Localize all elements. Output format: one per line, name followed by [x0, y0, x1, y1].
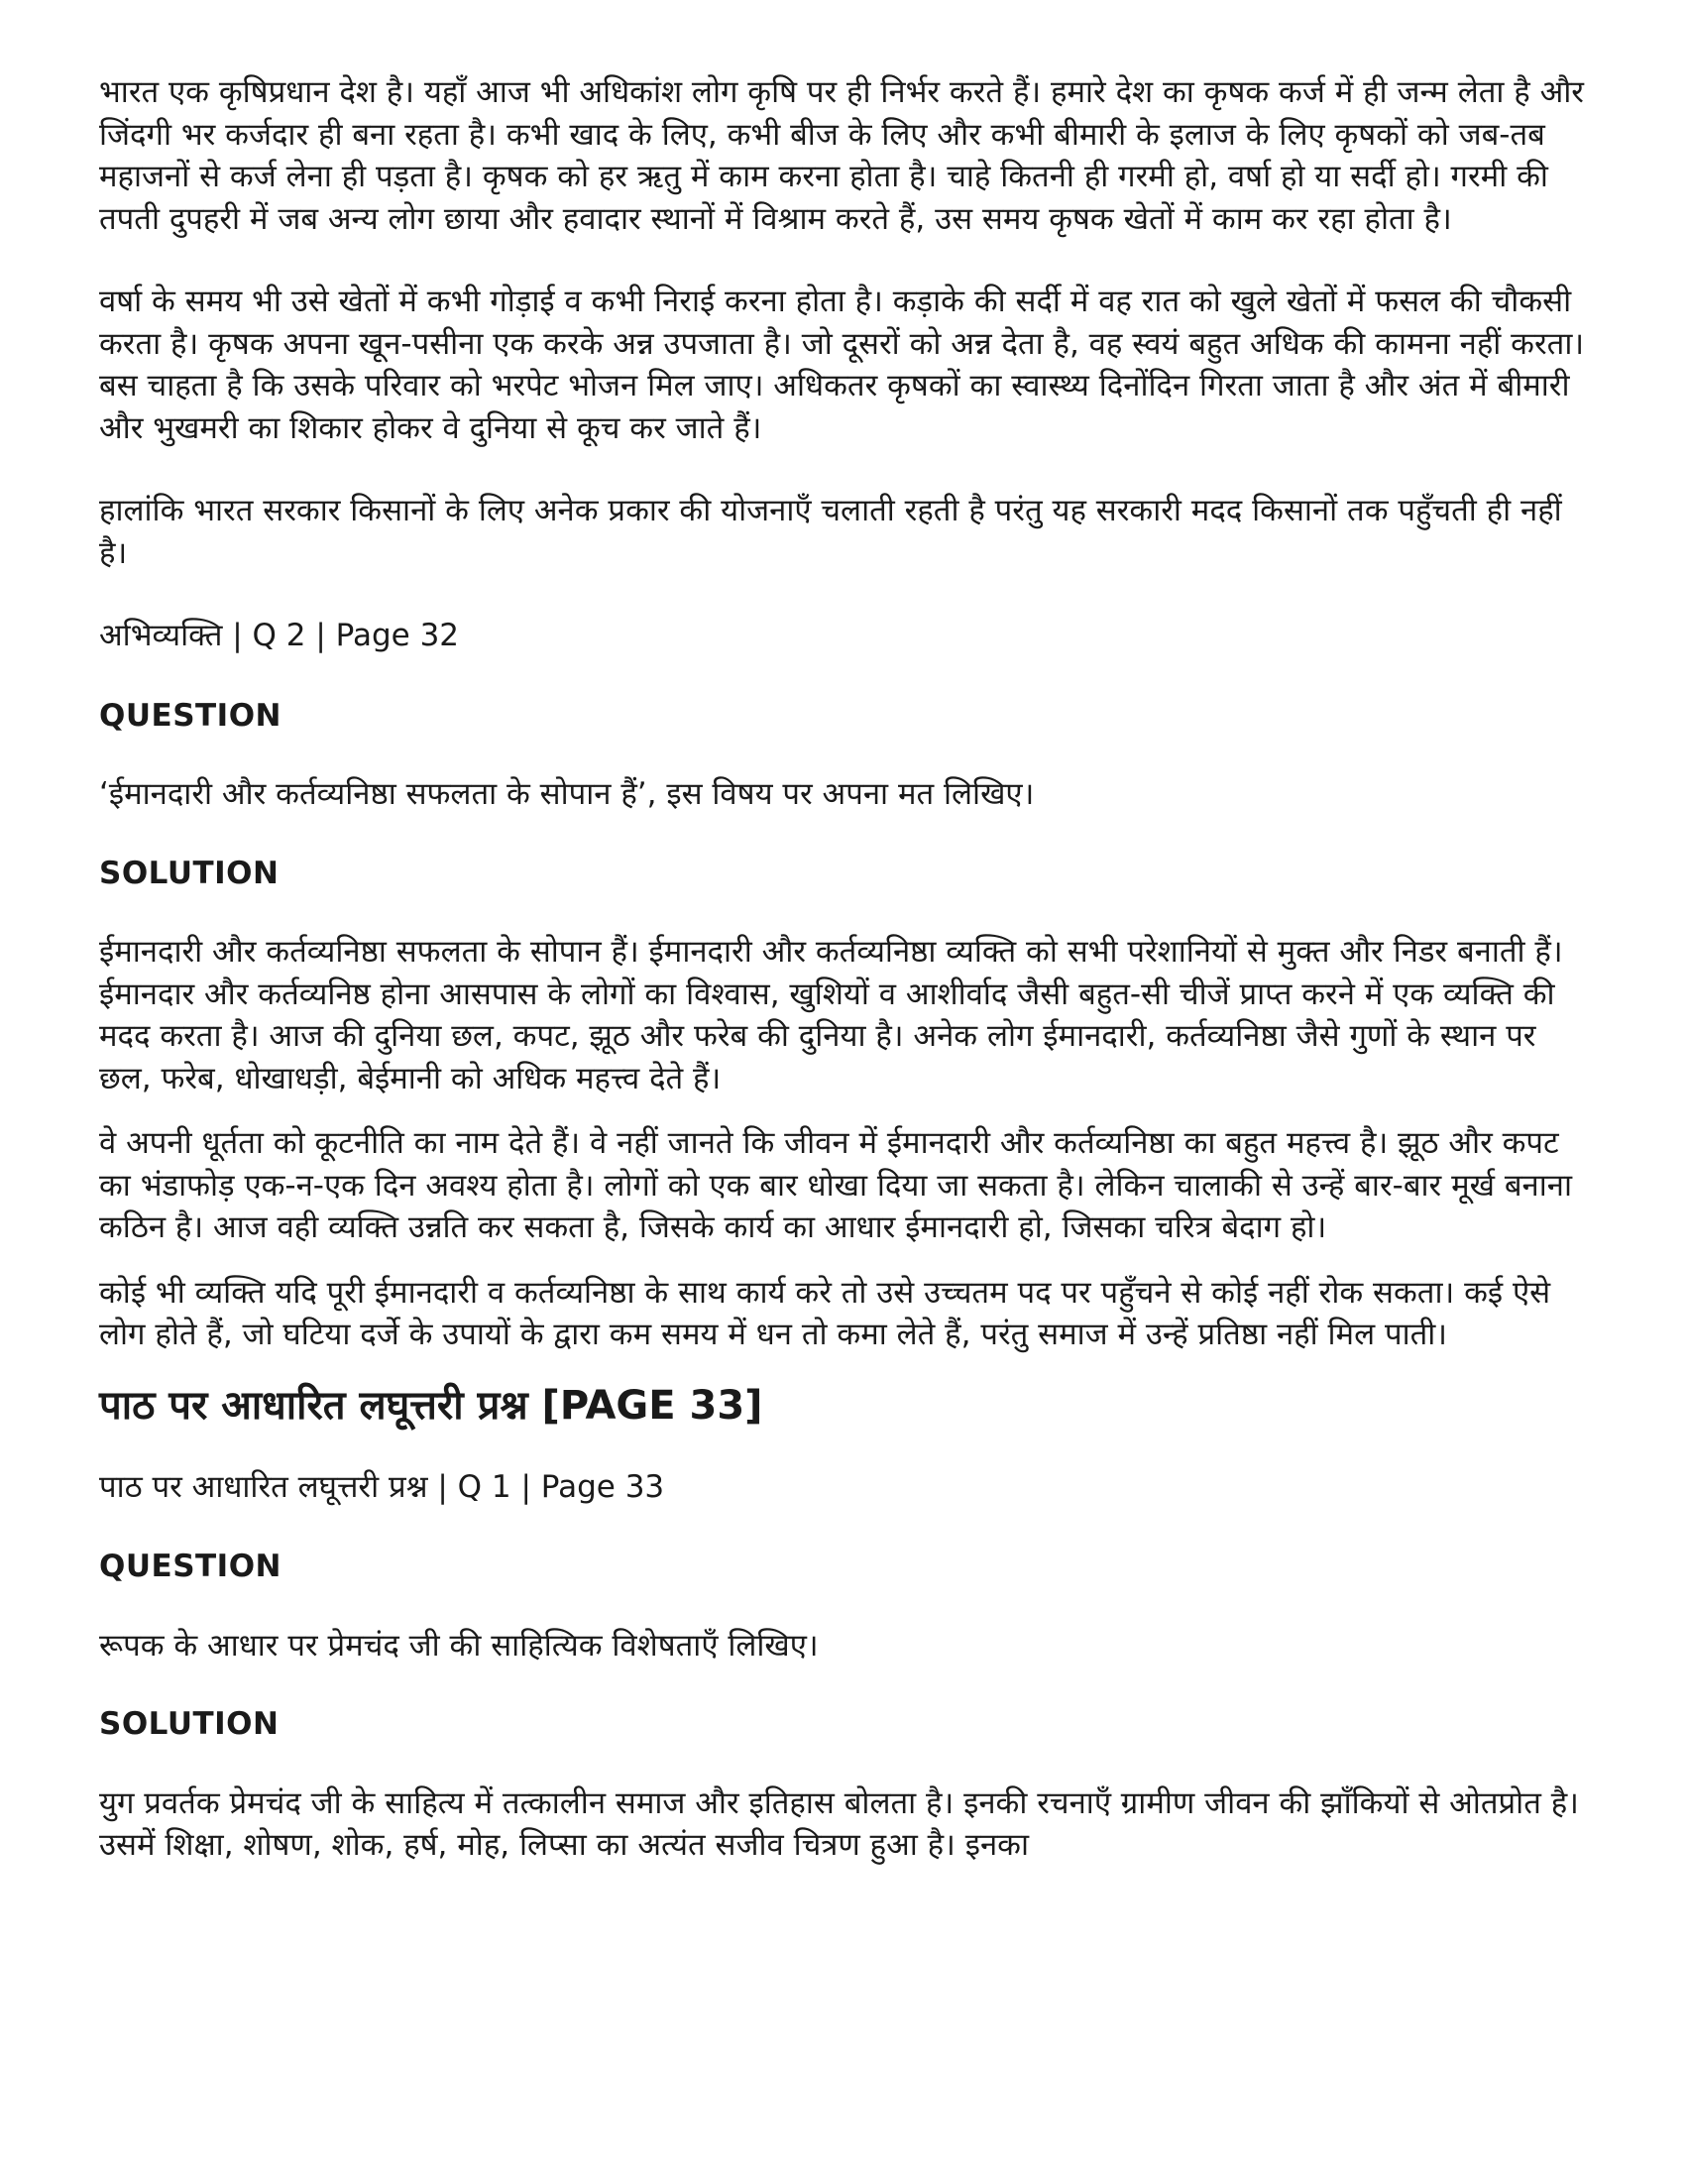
solution-paragraph-1: ईमानदारी और कर्तव्यनिष्ठा सफलता के सोपान हैं। ईमानदारी और कर्तव्यनिष्ठा व्यक्ति को सभी परेशानियों से मुक्त और निडर बनाती हैं। ईमानदार और कर्तव्यनिष्ठ होना आसपास के लोगों का विश्वास, खुशियों व आशीर्वाद जैसी बहुत-सी चीजें प्राप्त करने में एक व्यक्ति की मदद करता है। आज की दुनिया छल, कपट, झूठ और फरेब की दुनिया है। अनेक लोग ईमानदारी, कर्तव्यनिष्ठा जैसे गुणों के स्थान पर छल, फरेब, धोखाधड़ी, बेईमानी को अधिक महत्त्व देते हैं। — [99, 934, 1563, 1096]
intro-paragraph-3: हालांकि भारत सरकार किसानों के लिए अनेक प्रकार की योजनाएँ चलाती रहती है परंतु यह सरकारी मदद किसानों तक पहुँचती ही नहीं है। — [99, 493, 1562, 571]
solution-label: SOLUTION — [99, 1706, 280, 1742]
intro-paragraph-1: भारत एक कृषिप्रधान देश है। यहाँ आज भी अधिकांश लोग कृषि पर ही निर्भर करते हैं। हमारे देश का कृषक कर्ज में ही जन्म लेता है और जिंदगी भर कर्जदार ही बना रहता है। कभी खाद के लिए, कभी बीज के लिए और कभी बीमारी के इलाज के लिए कृषकों को जब-तब महाजनों से कर्ज लेना ही पड़ता है। कृषक को हर ऋतु में काम करना होता है। चाहे कितनी ही गरमी हो, वर्षा हो या सर्दी हो। गरमी की तपती दुपहरी में जब अन्य लोग छाया और हवादार स्थानों में विश्राम करते हैं, उस समय कृषक खेतों में काम कर रहा होता है। — [99, 74, 1584, 237]
question-label: QUESTION — [99, 697, 282, 734]
question-text: ‘ईमानदारी और कर्तव्यनिष्ठा सफलता के सोपान हैं’, इस विषय पर अपना मत लिखिए। — [99, 776, 1035, 812]
solution-label: SOLUTION — [99, 855, 280, 891]
intro-paragraph-2: वर्षा के समय भी उसे खेतों में कभी गोड़ाई व कभी निराई करना होता है। कड़ाके की सर्दी में वह रात को खुले खेतों में फसल की चौकसी करता है। कृषक अपना खून-पसीना एक करके अन्न उपजाता है। जो दूसरों को अन्न देता है, वह स्वयं बहुत अधिक की कामना नहीं करता। बस चाहता है कि उसके परिवार को भरपेट भोजन मिल जाए। अधिकतर कृषकों का स्वास्थ्य दिनोंदिन गिरता जाता है और अंत में बीमारी और भुखमरी का शिकार होकर वे दुनिया से कूच कर जाते हैं। — [99, 284, 1585, 446]
solution-paragraph-2: वे अपनी धूर्तता को कूटनीति का नाम देते हैं। वे नहीं जानते कि जीवन में ईमानदारी और कर्तव्यनिष्ठा का बहुत महत्त्व है। झूठ और कपट का भंडाफोड़ एक-न-एक दिन अवश्य होता है। लोगों को एक बार धोखा दिया जा सकता है। लेकिन चालाकी से उन्हें बार-बार मूर्ख बनाना कठिन है। आज वही व्यक्ति उन्नति कर सकता है, जिसके कार्य का आधार ईमानदारी हो, जिसका चरित्र बेदाग हो। — [99, 1125, 1573, 1245]
section-heading: पाठ पर आधारित लघूत्तरी प्रश्न [PAGE 33] — [99, 1382, 763, 1429]
question-meta: पाठ पर आधारित लघूत्तरी प्रश्न | Q 1 | Page 33 — [99, 1468, 665, 1505]
question-label: QUESTION — [99, 1549, 282, 1584]
solution-paragraph-3: कोई भी व्यक्ति यदि पूरी ईमानदारी व कर्तव्यनिष्ठा के साथ कार्य करे तो उसे उच्चतम पद पर पहुँचने से कोई नहीं रोक सकता। कई ऐसे लोग होते हैं, जो घटिया दर्जे के उपायों के द्वारा कम समय में धन तो कमा लेते हैं, परंतु समाज में उन्हें प्रतिष्ठा नहीं मिल पाती। — [99, 1274, 1551, 1352]
solution-paragraph-1: युग प्रवर्तक प्रेमचंद जी के साहित्य में तत्कालीन समाज और इतिहास बोलता है। इनकी रचनाएँ ग्रामीण जीवन की झाँकियों से ओतप्रोत है। उसमें शिक्षा, शोषण, शोक, हर्ष, मोह, लिप्सा का अत्यंत सजीव चित्रण हुआ है। इनका — [99, 1784, 1579, 1863]
question-text: रूपक के आधार पर प्रेमचंद जी की साहित्यिक विशेषताएँ लिखिए। — [99, 1627, 819, 1664]
question-meta: अभिव्यक्ति | Q 2 | Page 32 — [99, 618, 460, 653]
document-page — [99, 71, 1596, 1907]
